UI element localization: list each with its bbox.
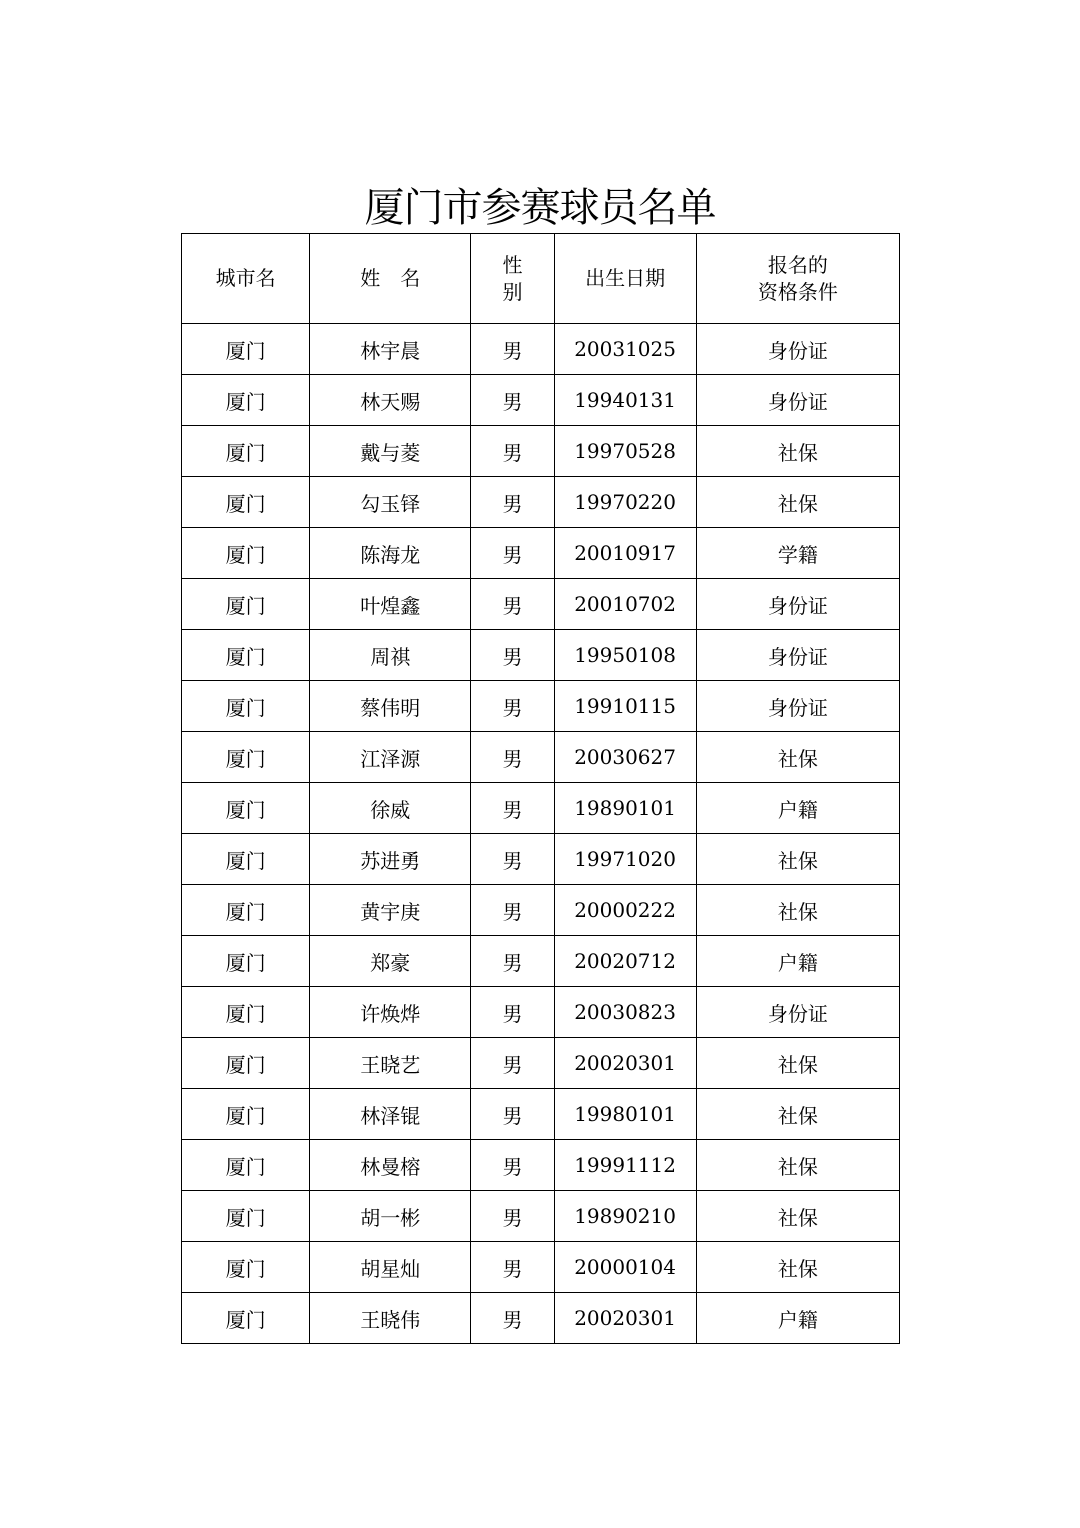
- cell-city: 厦门: [182, 477, 310, 528]
- cell-gender: 男: [471, 1089, 554, 1140]
- cell-dob: 19910115: [554, 681, 696, 732]
- header-condition-line1: 报名的: [767, 252, 828, 277]
- cell-city: 厦门: [182, 375, 310, 426]
- cell-name: 勾玉铎: [310, 477, 471, 528]
- cell-dob: 19970220: [554, 477, 696, 528]
- cell-condition: 社保: [696, 732, 899, 783]
- table-row: [182, 936, 900, 987]
- cell-condition: 社保: [696, 1140, 899, 1191]
- page-title: 厦门市参赛球员名单: [364, 185, 716, 231]
- cell-gender: 男: [471, 375, 554, 426]
- cell-condition: 身份证: [696, 987, 899, 1038]
- cell-name: 黄宇庚: [310, 885, 471, 936]
- cell-dob: 20020301: [554, 1038, 696, 1089]
- cell-name: 周祺: [310, 630, 471, 681]
- cell-condition: 社保: [696, 834, 899, 885]
- cell-gender: 男: [471, 1191, 554, 1242]
- cell-condition: 社保: [696, 1242, 899, 1293]
- cell-city: 厦门: [182, 1038, 310, 1089]
- header-gender-line1: 性: [502, 252, 523, 277]
- cell-name: 林宇晨: [310, 324, 471, 375]
- table-row: [182, 1140, 900, 1191]
- cell-name: 胡星灿: [310, 1242, 471, 1293]
- table-row: [182, 528, 900, 579]
- cell-city: 厦门: [182, 834, 310, 885]
- cell-city: 厦门: [182, 1293, 310, 1344]
- cell-condition: 身份证: [696, 630, 899, 681]
- cell-condition: 户籍: [696, 1293, 899, 1344]
- cell-name: 王晓伟: [310, 1293, 471, 1344]
- player-roster-table: [181, 233, 900, 1344]
- cell-gender: 男: [471, 1242, 554, 1293]
- header-gender-line2: 别: [502, 279, 523, 304]
- header-condition-line2: 资格条件: [757, 279, 838, 304]
- table-row: [182, 324, 900, 375]
- cell-city: 厦门: [182, 987, 310, 1038]
- cell-dob: 19991112: [554, 1140, 696, 1191]
- cell-city: 厦门: [182, 1191, 310, 1242]
- table-row: [182, 477, 900, 528]
- cell-city: 厦门: [182, 1242, 310, 1293]
- cell-condition: 身份证: [696, 375, 899, 426]
- cell-city: 厦门: [182, 732, 310, 783]
- cell-city: 厦门: [182, 630, 310, 681]
- cell-name: 徐威: [310, 783, 471, 834]
- cell-dob: 20020712: [554, 936, 696, 987]
- cell-gender: 男: [471, 1293, 554, 1344]
- cell-condition: 社保: [696, 477, 899, 528]
- cell-gender: 男: [471, 426, 554, 477]
- cell-city: 厦门: [182, 1089, 310, 1140]
- cell-dob: 20000222: [554, 885, 696, 936]
- cell-name: 陈海龙: [310, 528, 471, 579]
- cell-condition: 学籍: [696, 528, 899, 579]
- table-row: [182, 1242, 900, 1293]
- cell-gender: 男: [471, 834, 554, 885]
- header-gender: [471, 234, 554, 324]
- cell-dob: 19890210: [554, 1191, 696, 1242]
- table-row: [182, 834, 900, 885]
- cell-gender: 男: [471, 579, 554, 630]
- cell-name: 江泽源: [310, 732, 471, 783]
- cell-condition: 社保: [696, 885, 899, 936]
- cell-name: 王晓艺: [310, 1038, 471, 1089]
- cell-name: 苏进勇: [310, 834, 471, 885]
- header-dob: 出生日期: [554, 234, 696, 324]
- cell-condition: 社保: [696, 1038, 899, 1089]
- cell-dob: 20010917: [554, 528, 696, 579]
- cell-gender: 男: [471, 528, 554, 579]
- cell-dob: 20031025: [554, 324, 696, 375]
- cell-city: 厦门: [182, 885, 310, 936]
- cell-dob: 19970528: [554, 426, 696, 477]
- table-row: [182, 630, 900, 681]
- cell-dob: 19950108: [554, 630, 696, 681]
- cell-gender: 男: [471, 630, 554, 681]
- cell-condition: 身份证: [696, 324, 899, 375]
- table-row: [182, 681, 900, 732]
- cell-condition: 社保: [696, 426, 899, 477]
- table-row: [182, 579, 900, 630]
- cell-condition: 社保: [696, 1089, 899, 1140]
- cell-condition: 户籍: [696, 783, 899, 834]
- cell-city: 厦门: [182, 324, 310, 375]
- cell-dob: 19971020: [554, 834, 696, 885]
- cell-city: 厦门: [182, 426, 310, 477]
- cell-city: 厦门: [182, 1140, 310, 1191]
- cell-gender: 男: [471, 681, 554, 732]
- cell-city: 厦门: [182, 783, 310, 834]
- cell-gender: 男: [471, 936, 554, 987]
- cell-dob: 20000104: [554, 1242, 696, 1293]
- cell-city: 厦门: [182, 681, 310, 732]
- cell-condition: 社保: [696, 1191, 899, 1242]
- cell-gender: 男: [471, 783, 554, 834]
- table-row: [182, 375, 900, 426]
- table-row: [182, 1293, 900, 1344]
- cell-name: 叶煌鑫: [310, 579, 471, 630]
- cell-condition: 身份证: [696, 681, 899, 732]
- cell-dob: 20030823: [554, 987, 696, 1038]
- cell-dob: 20020301: [554, 1293, 696, 1344]
- cell-name: 郑豪: [310, 936, 471, 987]
- cell-name: 林曼榕: [310, 1140, 471, 1191]
- table-row: [182, 426, 900, 477]
- header-city: 城市名: [182, 234, 310, 324]
- table-header-row: [182, 234, 900, 324]
- table-row: [182, 1038, 900, 1089]
- table-row: [182, 885, 900, 936]
- cell-city: 厦门: [182, 936, 310, 987]
- cell-dob: 19980101: [554, 1089, 696, 1140]
- cell-gender: 男: [471, 477, 554, 528]
- cell-gender: 男: [471, 1140, 554, 1191]
- cell-gender: 男: [471, 732, 554, 783]
- cell-name: 林泽锟: [310, 1089, 471, 1140]
- cell-name: 胡一彬: [310, 1191, 471, 1242]
- cell-dob: 19890101: [554, 783, 696, 834]
- cell-name: 林天赐: [310, 375, 471, 426]
- cell-dob: 20030627: [554, 732, 696, 783]
- cell-gender: 男: [471, 987, 554, 1038]
- table-row: [182, 1191, 900, 1242]
- header-name: 姓 名: [310, 234, 471, 324]
- cell-name: 戴与菱: [310, 426, 471, 477]
- cell-city: 厦门: [182, 579, 310, 630]
- table-row: [182, 783, 900, 834]
- cell-gender: 男: [471, 1038, 554, 1089]
- cell-gender: 男: [471, 324, 554, 375]
- table-row: [182, 732, 900, 783]
- cell-dob: 19940131: [554, 375, 696, 426]
- table-row: [182, 1089, 900, 1140]
- cell-condition: 户籍: [696, 936, 899, 987]
- cell-name: 许焕烨: [310, 987, 471, 1038]
- table-row: [182, 987, 900, 1038]
- cell-condition: 身份证: [696, 579, 899, 630]
- cell-name: 蔡伟明: [310, 681, 471, 732]
- cell-city: 厦门: [182, 528, 310, 579]
- cell-gender: 男: [471, 885, 554, 936]
- header-condition: [696, 234, 899, 324]
- cell-dob: 20010702: [554, 579, 696, 630]
